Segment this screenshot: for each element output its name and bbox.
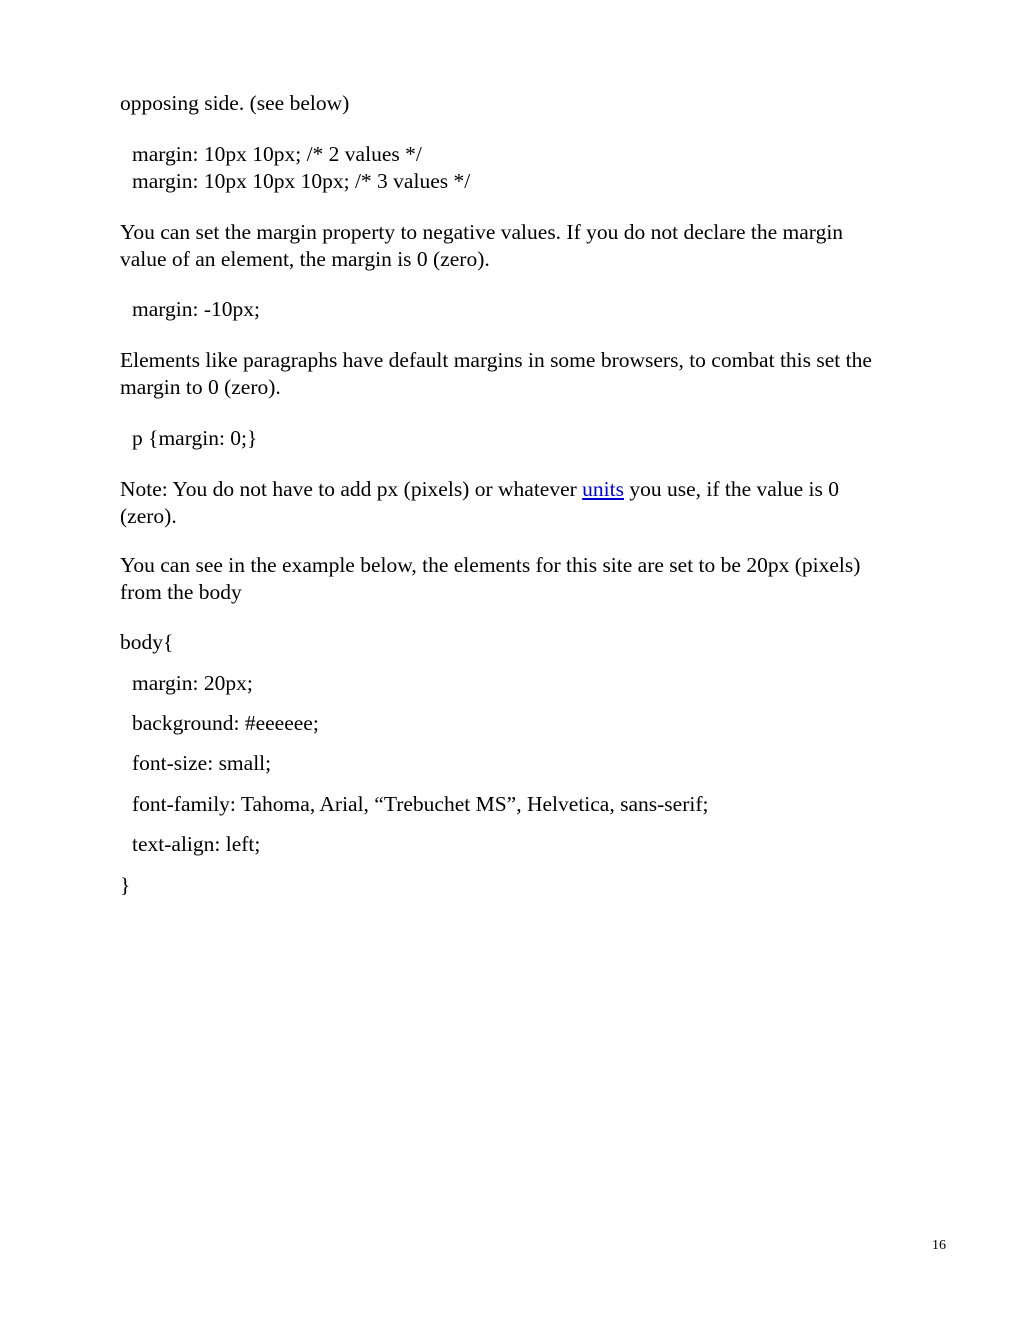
- example-paragraph-line-2: from the body: [120, 580, 242, 604]
- negative-values-paragraph-line-1: You can set the margin property to negative values. If you do not declare the margin: [120, 220, 844, 244]
- code-body-background: background: #eeeeee;: [132, 711, 319, 735]
- page-number: 16: [932, 1238, 946, 1253]
- code-body-margin: margin: 20px;: [132, 671, 253, 695]
- code-p-margin-zero: p {margin: 0;}: [132, 426, 258, 450]
- note-text-after-link: you use, if the value is 0: [624, 477, 839, 501]
- code-body-font-size: font-size: small;: [132, 751, 272, 775]
- note-paragraph-line-2: (zero).: [120, 504, 177, 528]
- code-margin-three-values: margin: 10px 10px 10px; /* 3 values */: [132, 169, 471, 193]
- code-body-font-family: font-family: Tahoma, Arial, “Trebuchet MS”, Helvetica, sans-serif;: [132, 792, 709, 816]
- code-body-open: body{: [120, 630, 174, 654]
- code-negative-margin: margin: -10px;: [132, 297, 260, 321]
- code-margin-two-values: margin: 10px 10px; /* 2 values */: [132, 142, 422, 166]
- negative-values-paragraph-line-2: value of an element, the margin is 0 (zero).: [120, 247, 490, 271]
- default-margins-paragraph-line-2: margin to 0 (zero).: [120, 375, 281, 399]
- example-paragraph-line-1: You can see in the example below, the elements for this site are set to be 20px (pixels): [120, 553, 861, 577]
- default-margins-paragraph-line-1: Elements like paragraphs have default margins in some browsers, to combat this set the: [120, 348, 872, 372]
- intro-line: opposing side. (see below): [120, 91, 350, 115]
- units-link[interactable]: units: [582, 477, 624, 501]
- code-body-text-align: text-align: left;: [132, 832, 261, 856]
- note-paragraph-line-1: [120, 476, 839, 503]
- note-text-before-link: Note: You do not have to add px (pixels) or whatever: [120, 477, 583, 501]
- code-body-close: }: [120, 873, 131, 897]
